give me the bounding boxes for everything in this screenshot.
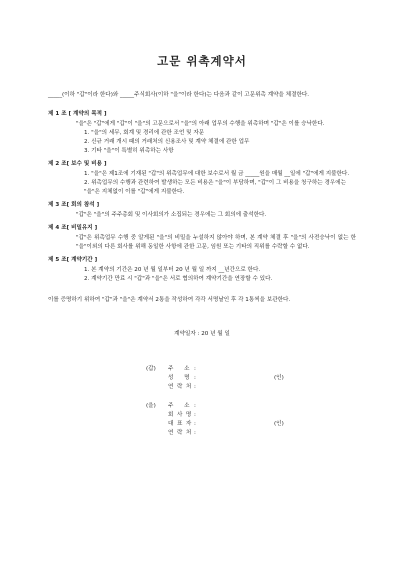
article-paragraph: "갑"은 위촉업무 수행 중 알게된 "을"의 비밀을 누설하지 않아야 하며, 본 계약 체결 후 "을"의 사전승낙이 없는 한 "을"이외의 다른 회사를 위해 동일한 사항에 관한 고문, 임원 또는 기타의 직위를 수락할 수 없다. [76,235,356,251]
party-tag: (갑) [146,365,156,372]
article-item: 1. "을"은 제1조에 기재된 "갑"의 위촉업무에 대한 보수로서 월 금 _____원을 매월 __일에 "갑"에게 지불한다. [84,170,350,177]
article-item: 1. "을"의 세무, 회계 및 경리에 관한 조언 및 자문 [84,129,205,136]
article-heading: 제 5 조[ 계약기간 ] [48,257,98,264]
article-item: 3. 기타 "을"이 특별히 위촉하는 사항 [84,147,174,154]
article-4 [48,224,356,252]
field-value: : [194,383,196,390]
party-tag: (을) [146,402,156,409]
field-label: 주 소 [168,402,190,409]
party-row [146,429,356,438]
article-item: 2. 신규 거래 개시 때의 거래처의 신용조사 및 계약 체결에 관한 업무 [84,138,250,145]
document-title: 고문 위촉계약서 [157,54,247,68]
party-row [146,365,356,374]
article-item: 2. 위촉업무의 수행과 관련하여 발생하는 모든 비용은 "을"이 부담하며, "갑"이 그 비용을 청구하는 경우에는 "을"은 지체없이 이를 "갑"에게 지불한다. [84,180,347,196]
field-label: 연 락 처 [168,429,192,436]
party-row [146,402,356,411]
party-row [146,420,356,429]
party-a-block [146,365,356,392]
article-item: 2. 계약기간 만료 시 "갑"과 "을"은 서로 협의하여 계약기간을 연장할 수 있다. [84,276,273,283]
article-heading: 제 4 조[ 비밀유지 ] [48,225,98,232]
field-label: 대 표 자 [168,420,192,427]
field-value: : [194,411,196,418]
field-value: : [194,374,196,381]
party-row [146,383,356,392]
article-heading: 제 2 조[ 보수 및 비용 ] [48,160,107,167]
party-b-block [146,402,356,438]
field-label: 성 명 [168,374,190,381]
closing-paragraph: 이를 증명하기 위하여 "갑"과 "을"은 계약서 2통을 작성하여 각각 서명날인 후 각 1통씩을 보관한다. [48,297,291,304]
article-5 [48,256,356,284]
party-row [146,374,356,383]
article-paragraph: "을"은 "갑"에게 "갑"이 "을"의 고문으로서 "을"의 아래 업무의 수행을 위촉하며 "갑"은 이를 승낙한다. [76,120,325,127]
contract-date: 계약일자 : 20 년 월 일 [174,330,230,337]
intro-paragraph: _____(이하 "갑"이라 한다)와 _____주식회사(이하 "을"이라 한다)는 다음과 같이 고문위촉 계약을 체결한다. [48,91,310,98]
field-label: 주 소 [168,365,190,372]
field-value: : [194,402,196,409]
article-1 [48,110,356,156]
field-value: : [194,420,196,427]
field-value: : [194,365,196,372]
article-item: 1. 본 계약의 기간은 20 년 월 일부터 20 년 월 일 까지 __년간으로 한다. [84,267,261,274]
article-2 [48,160,356,197]
seal-mark: (인) [274,420,284,427]
field-value: : [194,429,196,436]
seal-mark: (인) [274,374,284,381]
article-heading: 제 1 조 [ 계약의 목적 ] [48,110,107,117]
article-3 [48,201,356,220]
article-heading: 제 3 조[ 회의 참석 ] [48,202,100,209]
field-label: 연 락 처 [168,383,192,390]
field-label: 회 사 명 [168,411,192,418]
article-paragraph: "갑"은 "을"의 주주총회 및 이사회의가 소집되는 경우에는 그 회의에 출석한다. [76,212,267,219]
party-row [146,411,356,420]
